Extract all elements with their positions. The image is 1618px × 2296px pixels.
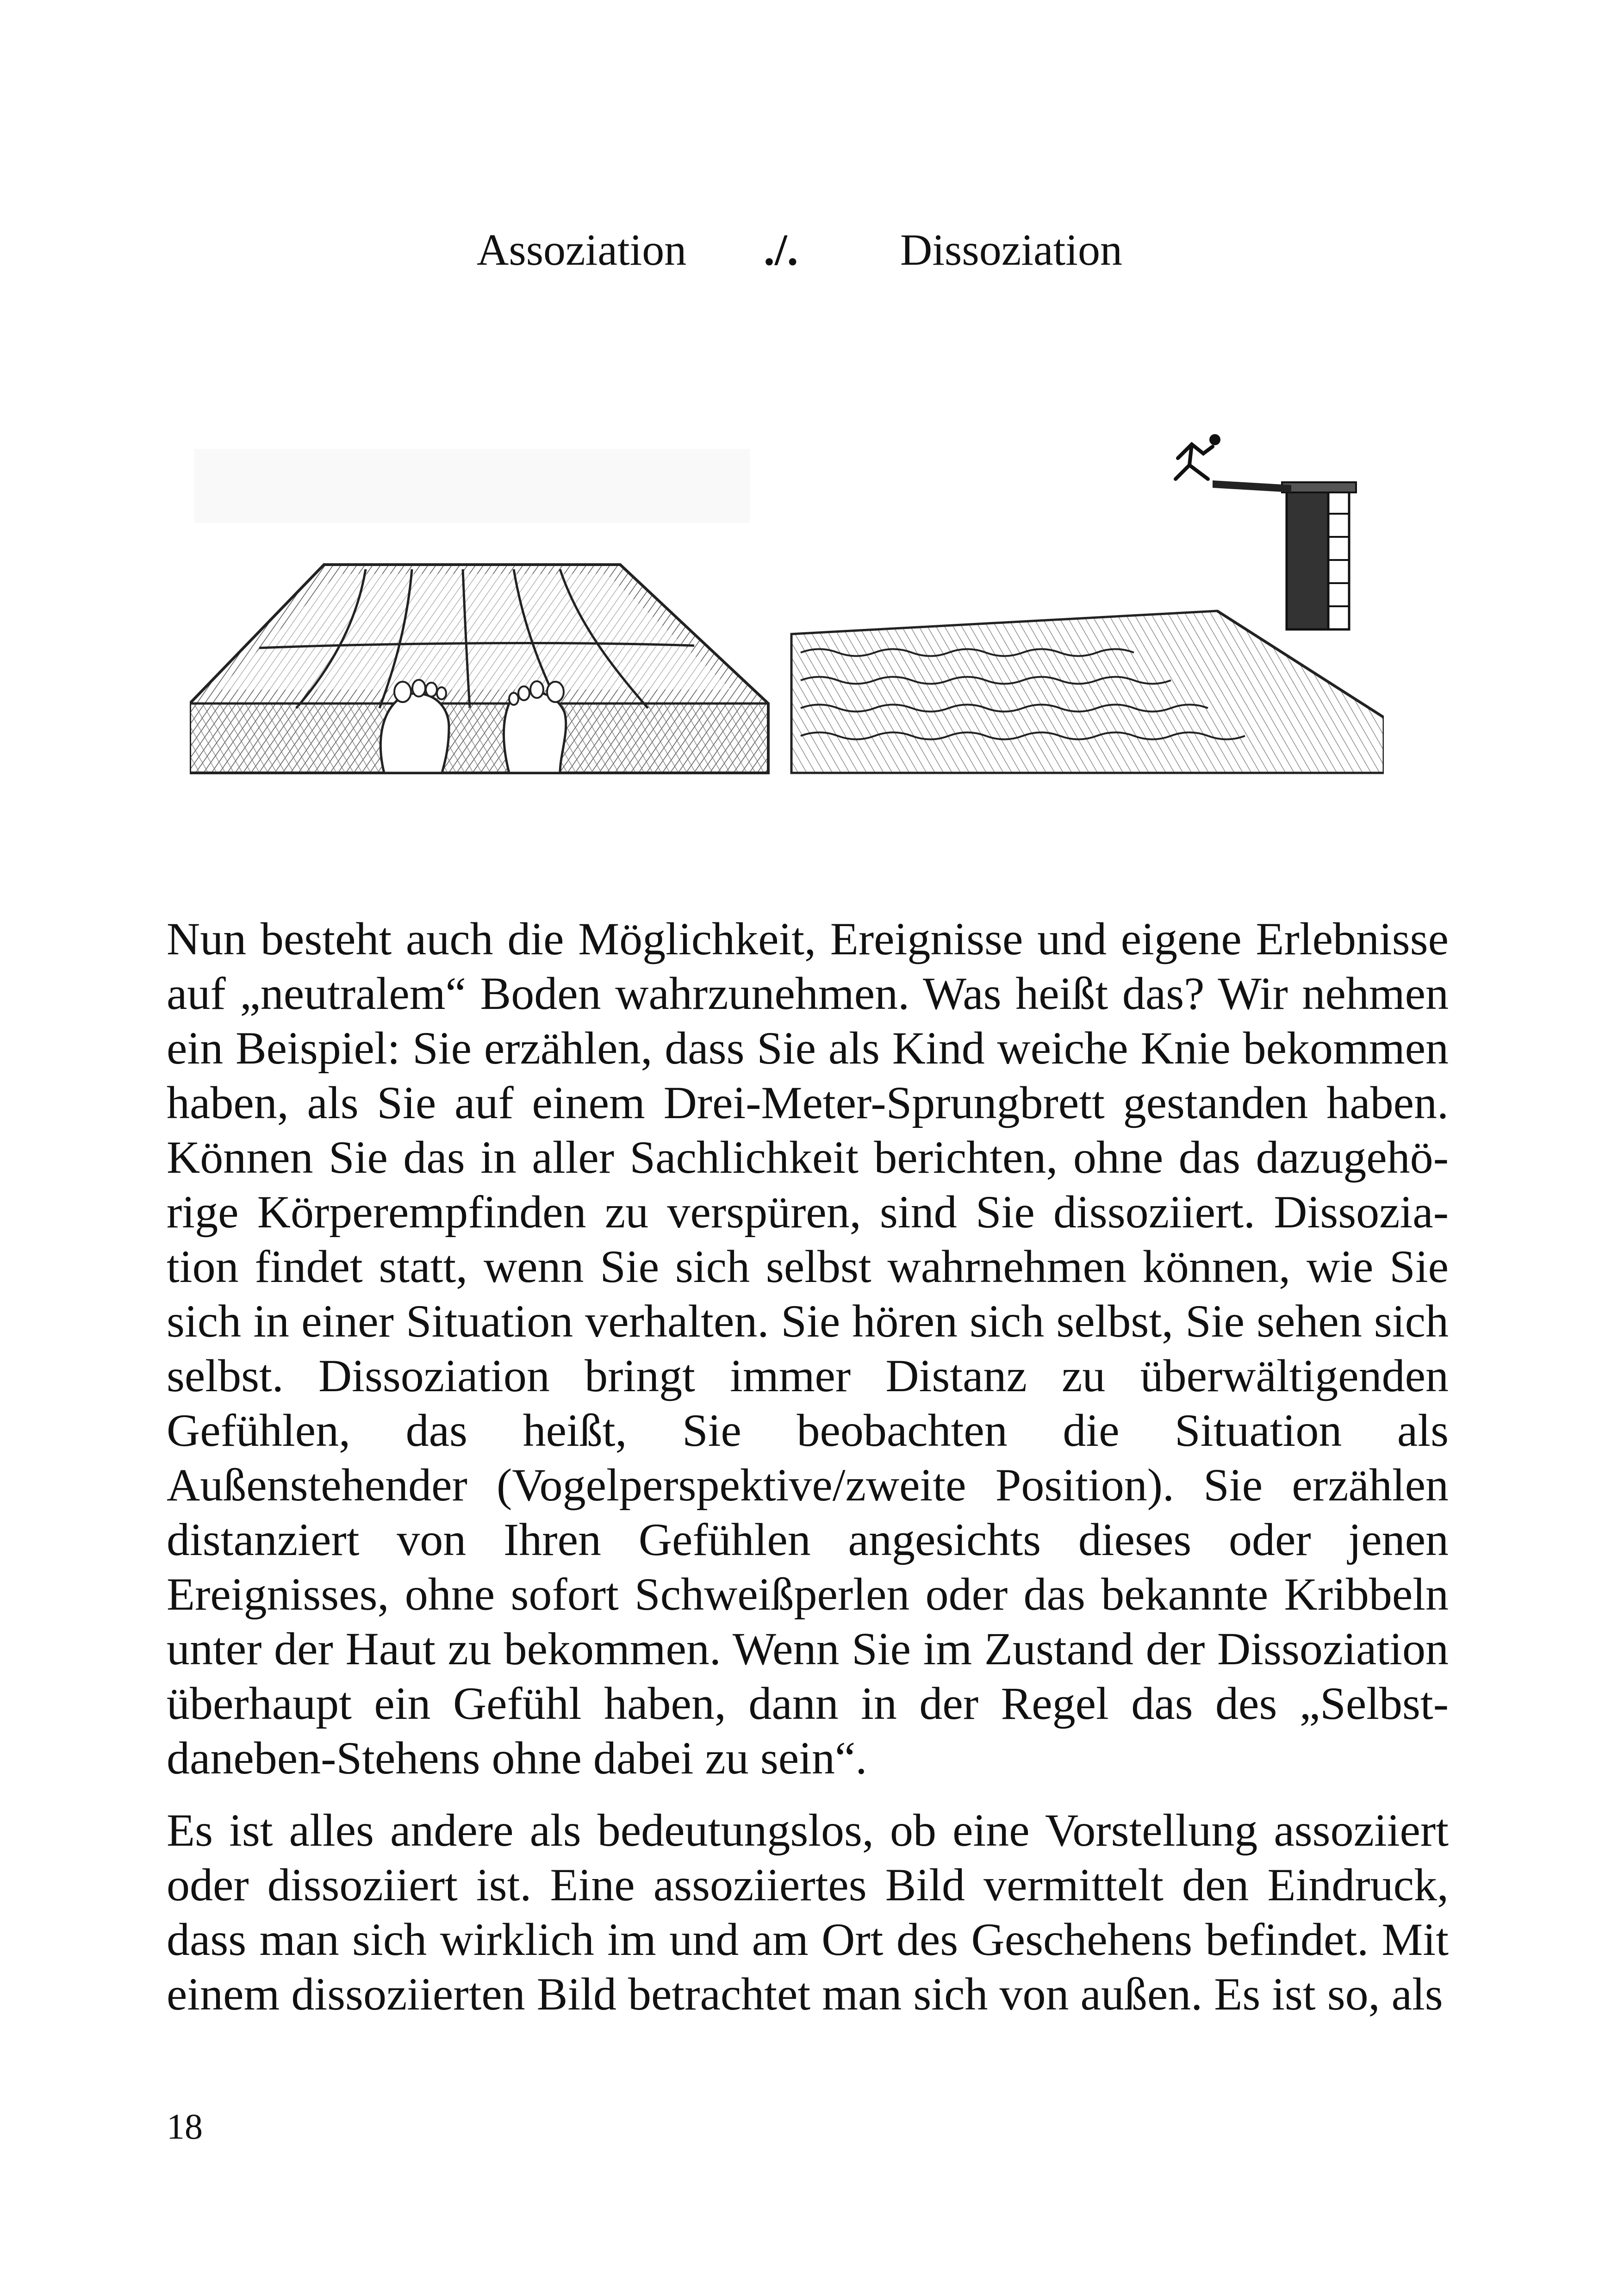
paragraph: Es ist alles andere als bedeutungslos, ob eine Vorstellung assoziiert oder dissoziiert ist. Eine assoziiertes Bild vermittelt den Eindruck, dass man sich wirklich im und am Ort des Geschehens befindet. Mit einem dissoziierten Bild betrachtet man sich von außen. Es ist so, als [167,1804,1449,2020]
illustration [190,430,1384,782]
heading-dissociation: Dissoziation [900,225,1122,274]
pool-with-diving-tower-icon [791,434,1384,773]
page-heading [0,218,1618,282]
heading-association: Assoziation [477,225,687,274]
paragraph: Nun besteht auch die Möglichkeit, Ereignisse und eigene Erlebnisse auf „neutralem“ Boden wahrzunehmen. Was heißt das? Wir nehmen ein Beispiel: Sie erzählen, dass Sie als Kind weiche Knie bekommen haben, als Sie auf einem Drei-Meter-Sprungbrett gestanden haben. Können Sie das in aller Sachlichkeit berichten, ohne das dazugehörige Körperempfinden zu verspüren, sind Sie dissoziiert. Dissoziation findet statt, wenn Sie sich selbst wahrnehmen können, wie Sie sich in einer Situation verhalten. Sie hören sich selbst, Sie sehen sich selbst. Dissoziation bringt immer Distanz zu überwältigenden Gefühlen, das heißt, Sie beobachten die Situation als Außenstehender (Vogelperspektive/zweite Position). Sie erzählen distanziert von Ihren Gefühlen angesichts dieses oder jenen Ereignisses, ohne sofort Schweißperlen oder das bekannte Kribbeln unter der Haut zu bekommen. Wenn Sie im Zustand der Dissoziation überhaupt ein Gefühl haben, dann in der Regel das des „Selbst-daneben-Stehens ohne dabei zu sein“. [167,913,1449,1784]
body-text [167,912,1449,2022]
feet-on-diving-board-icon [190,449,768,773]
heading-separator: ./. [764,225,798,274]
page-number: 18 [167,2106,203,2147]
